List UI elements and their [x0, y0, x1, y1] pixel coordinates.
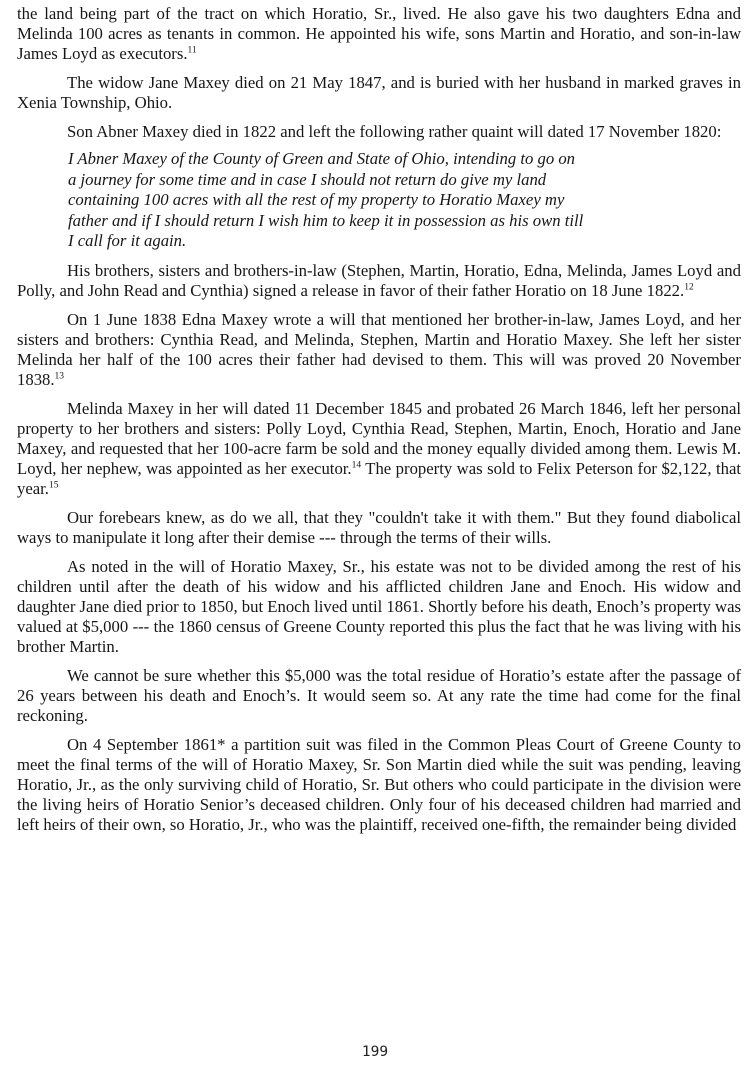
footnote-marker: 11 — [187, 45, 197, 56]
quote-line: containing 100 acres with all the rest of my property to Horatio Maxey my — [68, 190, 565, 210]
quote-line: a journey for some time and in case I should not return do give my land — [68, 169, 547, 189]
paragraph-text: On 4 September 1861* a partition suit was filed in the Common Pleas Court of Greene County to meet the final terms of the will of Horatio Maxey, Sr. Son Martin died while the suit was pending, leaving Horatio, Jr., as the only surviving child of Horatio, Sr. But others who could participate in the division were the living heirs of Horatio Senior’s deceased children. Only four of his deceased children had married and left heirs of their own, so Horatio, Jr., who was the plaintiff, received one-fifth, the remainder being divided — [17, 734, 741, 834]
footnote-marker: 13 — [54, 371, 65, 382]
paragraph — [17, 735, 741, 835]
will-quotation — [68, 149, 741, 252]
paragraph-text: On 1 June 1838 Edna Maxey wrote a will that mentioned her brother-in-law, James Loyd, and her sisters and brothers: Cynthia Read, and Melinda, Stephen, Martin and Horatio Maxey. She left her sister Melinda her half of the 100 acres their father had devised to them. This will was proved 20 November 1838. — [17, 309, 741, 389]
quote-line: father and if I should return I wish him to keep it in possession as his own till — [68, 210, 584, 230]
paragraph — [17, 122, 741, 142]
quote-line: I call for it again. — [68, 231, 187, 251]
footnote-marker: 14 — [351, 460, 362, 471]
footnote-marker: 15 — [48, 480, 59, 491]
paragraph — [17, 508, 741, 548]
paragraph-text: Melinda Maxey in her will dated 11 December 1845 and probated 26 March 1846, left her personal property to her brothers and sisters: Polly Loyd, Cynthia Read, Stephen, Martin, Enoch, Horatio and Jane Maxey, and requested that her 100-acre farm be sold and the money equally divided among them. Lewis M. Loyd, her nephew, was appointed as her executor. — [17, 398, 741, 478]
paragraph-text: The property was sold to Felix Peterson for $2,122, that year. — [17, 458, 741, 498]
footnote-marker: 12 — [684, 282, 694, 293]
paragraph-text: The widow Jane Maxey died on 21 May 1847, and is buried with her husband in marked graves in Xenia Township, Ohio. — [17, 73, 741, 112]
paragraph — [17, 261, 741, 301]
paragraph-text: the land being part of the tract on which Horatio, Sr., lived. He also gave his two daughters Edna and Melinda 100 acres as tenants in common. He appointed his wife, sons Martin and Horatio, and son-in-law James Loyd as executors. — [17, 4, 741, 63]
paragraph-text: Our forebears knew, as do we all, that they "couldn't take it with them." But they found diabolical ways to manipulate it long after their demise --- through the terms of their wills. — [17, 507, 741, 547]
paragraph — [17, 73, 741, 113]
document-page — [17, 4, 741, 844]
paragraph-text: His brothers, sisters and brothers-in-law (Stephen, Martin, Horatio, Edna, Melinda, James Loyd and Polly, and John Read and Cynthia) signed a release in favor of their father Horatio on 18 June 1822. — [17, 260, 741, 300]
paragraph — [17, 399, 741, 499]
paragraph — [17, 310, 741, 390]
quote-line: I Abner Maxey of the County of Green and State of Ohio, intending to go on — [68, 149, 576, 168]
paragraph — [17, 557, 741, 657]
paragraph — [17, 4, 741, 64]
paragraph-text: As noted in the will of Horatio Maxey, Sr., his estate was not to be divided among the rest of his children until after the death of his widow and his afflicted children Jane and Enoch. His widow and daughter Jane died prior to 1850, but Enoch lived until 1861. Shortly before his death, Enoch’s property was valued at $5,000 --- the 1860 census of Greene County reported this plus the fact that he was living with his brother Martin. — [17, 556, 741, 656]
page-number: 199 — [361, 1044, 389, 1060]
paragraph — [17, 666, 741, 726]
paragraph-text: We cannot be sure whether this $5,000 was the total residue of Horatio’s estate after the passage of 26 years between his death and Enoch’s. It would seem so. At any rate the time had come for the final reckoning. — [17, 665, 741, 725]
paragraph-text: Son Abner Maxey died in 1822 and left the following rather quaint will dated 17 November 1820: — [67, 122, 722, 141]
